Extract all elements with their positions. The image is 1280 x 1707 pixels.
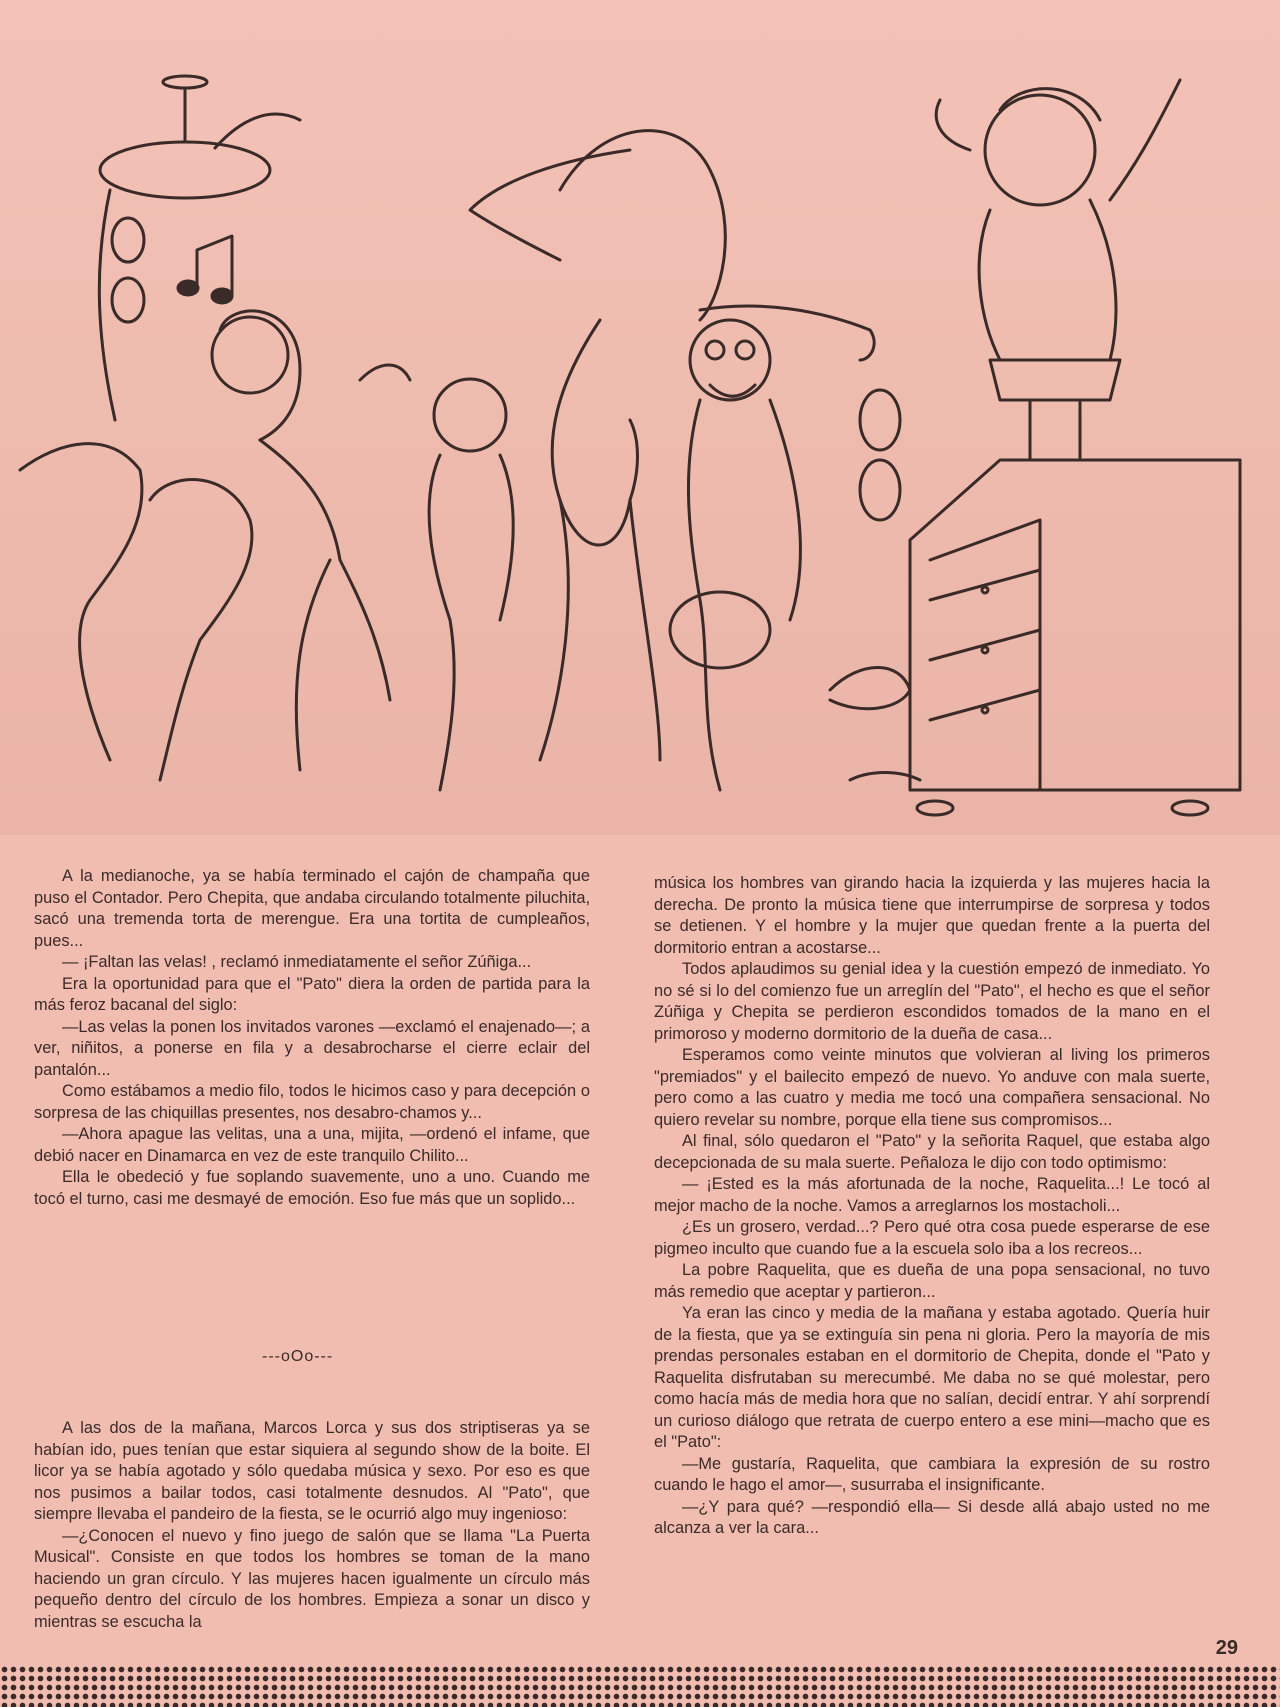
left-text-column xyxy=(34,866,590,1210)
paragraph: — ¡Ested es la más afortunada de la noche, Raquelita...! Le tocó al mejor macho de la noche. Vamos a arreglarnos los mostacholi... xyxy=(654,1175,1210,1215)
lamp-mount xyxy=(163,76,207,88)
bra-cup xyxy=(112,218,144,262)
lamp-shade xyxy=(100,142,270,198)
paragraph: Era la oportunidad para que el "Pato" diera la orden de partida para la más feroz bacanal del siglo: xyxy=(34,974,590,1014)
section-separator: ---oOo--- xyxy=(262,1348,334,1365)
right-text-column xyxy=(654,873,1210,1540)
paragraph: —Las velas la ponen los invitados varones —exclamó el enajenado—; a ver, niñitos, a ponerse en fila y a desabrocharse el cierre eclair del pantalón... xyxy=(34,1017,590,1079)
hat-held xyxy=(670,592,770,668)
party-scene-drawing xyxy=(0,0,1280,835)
left-text-column-lower xyxy=(34,1418,590,1633)
paragraph: Ya eran las cinco y media de la mañana y estaba agotado. Quería huir de la fiesta, que ya se extinguía sin pena ni gloria. Pero la mayoría de mis prendas personales estaban en el dormitorio de Chepita, donde el "Pato y Raquelita disfrutaban su merecumbé. Me daba no se qué molestar, pero como hacía más de media hora que no salían, decidí entrar. Y ahí sorprendí un curioso diálogo que retrata de cuerpo entero a ese mini—macho que es el "Pato": xyxy=(654,1304,1210,1451)
bra-icon xyxy=(860,390,900,450)
man-on-dresser-head xyxy=(985,95,1095,205)
page-number: 29 xyxy=(1215,1637,1238,1659)
apron xyxy=(990,360,1120,400)
blonde-woman-head xyxy=(434,379,506,451)
man-glasses-head xyxy=(690,320,770,400)
woman-head xyxy=(212,317,288,393)
paragraph: Ella le obedeció y fue soplando suavemente, uno a uno. Cuando me tocó el turno, casi me desmayé de emoción. Eso fue más que un soplido... xyxy=(34,1168,590,1208)
paragraph: Como estábamos a medio filo, todos le hicimos caso y para decepción o sorpresa de las chiquillas presentes, nos desabro-chamos y... xyxy=(34,1082,590,1122)
halftone-border xyxy=(0,1665,1280,1707)
paragraph: — ¡Faltan las velas! , reclamó inmediatamente el señor Zúñiga... xyxy=(62,953,532,971)
paragraph: música los hombres van girando hacia la izquierda y las mujeres hacia la derecha. De pronto la música tiene que interrumpirse de sorpresa y todos se detienen. Y el hombre y la mujer que quedan frente a la puerta del dormitorio entran a acostarse... xyxy=(654,874,1210,957)
paragraph: Al final, sólo quedaron el "Pato" y la señorita Raquel, que estaba algo decepcionada de su mala suerte. Peñaloza le dijo con todo optimismo: xyxy=(654,1132,1210,1172)
paragraph: —¿Y para qué? —respondió ella— Si desde allá abajo usted no me alcanza a ver la cara... xyxy=(654,1497,1210,1537)
paragraph: A las dos de la mañana, Marcos Lorca y sus dos striptiseras ya se habían ido, pues tenían que estar siquiera al segundo show de la boite. El licor ya se había agotado y sólo quedaba música y sexo. Por eso es que nos pusimos a bailar todos, casi totalmente desnudos. Al "Pato", que siempre llevaba el pandeiro de la fiesta, se le ocurrió algo muy ingenioso: xyxy=(34,1419,590,1523)
paragraph: ¿Es un grosero, verdad...? Pero qué otra cosa puede esperarse de ese pigmeo inculto que cuando fue a la escuela solo iba a los recreos... xyxy=(654,1218,1210,1258)
music-note-icon xyxy=(178,236,232,303)
paragraph: —Me gustaría, Raquelita, que cambiara la expresión de su rostro cuando le hago el amor—, susurraba el insignificante. xyxy=(654,1454,1210,1494)
dancer-left-outline xyxy=(20,444,142,760)
peeking-man xyxy=(830,668,910,709)
cartoon-illustration xyxy=(0,0,1280,835)
paragraph: —¿Conocen el nuevo y fino juego de salón que se llama "La Puerta Musical". Consiste en que todos los hombres se toman de la mano haciendo un gran círculo. Y las mujeres hacen igualmente un círculo más pequeño dentro del círculo de los hombres. Empieza a sonar un disco y mientras se escucha la xyxy=(34,1526,590,1631)
paragraph: A la medianoche, ya se había terminado el cajón de champaña que puso el Contador. Pero Chepita, que andaba circulando totalmente piluchita, sacó una tremenda torta de merengue. Era una tortita de cumpleaños, pues... xyxy=(34,867,590,950)
paragraph: —Ahora apague las velitas, una a una, mijita, —ordenó el infame, que debió nacer en Dinamarca en vez de este tranquilo Chilito... xyxy=(34,1125,590,1165)
paragraph: Esperamos como veinte minutos que volvieran al living los primeros "premiados" y el bailecito empezó de nuevo. Yo anduve con mala suerte, pero como a las cuatro y media me tocó una compañera sensacional. No quiero revelar su nombre, porque ella tiene sus compromisos... xyxy=(654,1046,1210,1129)
dresser xyxy=(910,460,1240,790)
paragraph: Todos aplaudimos su genial idea y la cuestión empezó de inmediato. Yo no sé si lo del comienzo fue un arreglín del "Pato", el hecho es que el señor Zúñiga y Chepita se perdieron escondidos tomados de la mano en el primoroso y moderno dormitorio de la dueña de casa... xyxy=(654,960,1210,1043)
paragraph: La pobre Raquelita, que es dueña de una popa sensacional, no tuvo más remedio que aceptar y partieron... xyxy=(654,1261,1210,1301)
